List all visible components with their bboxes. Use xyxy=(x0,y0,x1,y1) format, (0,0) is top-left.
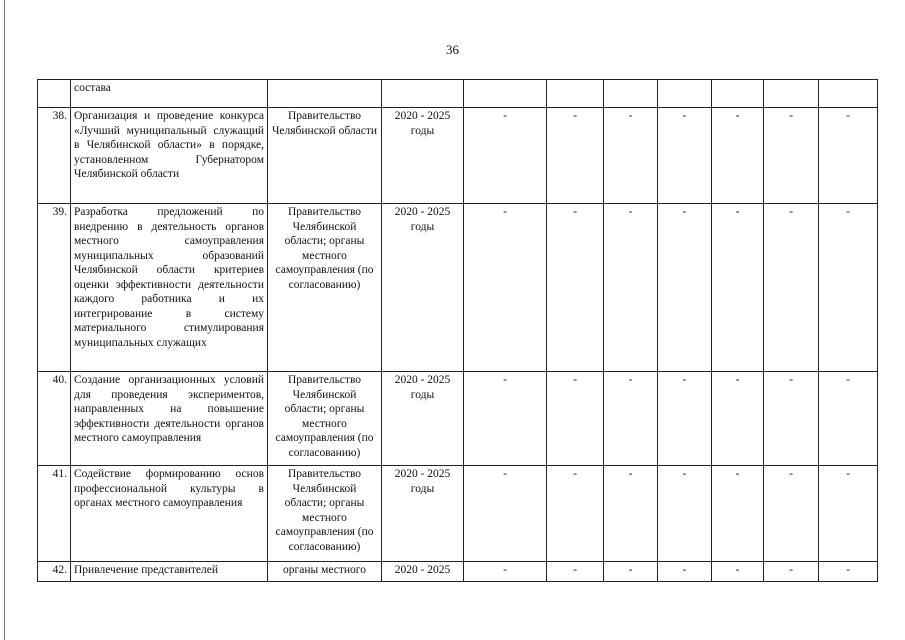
term: 2020 - 2025 годы xyxy=(382,466,464,562)
funding-value: - xyxy=(547,562,604,582)
table-row xyxy=(38,562,878,582)
funding-value: - xyxy=(604,466,658,562)
funding-value: - xyxy=(712,204,764,372)
funding-value xyxy=(658,80,712,108)
row-number: 41. xyxy=(38,466,71,562)
funding-value: - xyxy=(658,204,712,372)
funding-value: - xyxy=(764,562,819,582)
funding-value: - xyxy=(547,204,604,372)
funding-value xyxy=(764,80,819,108)
funding-value: - xyxy=(764,372,819,466)
executor xyxy=(268,80,382,108)
funding-value: - xyxy=(604,372,658,466)
table-row xyxy=(38,108,878,204)
event-description: Создание организационных условий для проведения экспериментов, направленных на повышение эффективности деятельности органов местного самоуправления xyxy=(71,372,268,466)
funding-value: - xyxy=(658,562,712,582)
funding-value: - xyxy=(464,466,547,562)
funding-value xyxy=(712,80,764,108)
funding-value: - xyxy=(712,562,764,582)
funding-value: - xyxy=(547,466,604,562)
funding-value: - xyxy=(764,204,819,372)
table-row xyxy=(38,204,878,372)
term: 2020 - 2025 xyxy=(382,562,464,582)
funding-value: - xyxy=(547,108,604,204)
event-description: Разработка предложений по внедрению в деятельность органов местного самоуправления муниципальных образований Челябинской области критериев оценки эффективности деятельности каждого работника и их интегрирование в систему материального стимулирования муниципальных служащих xyxy=(71,204,268,372)
table-row xyxy=(38,80,878,108)
funding-value xyxy=(464,80,547,108)
funding-value: - xyxy=(464,372,547,466)
activities-table xyxy=(37,79,878,582)
funding-value: - xyxy=(764,466,819,562)
executor: Правительство Челябинской области xyxy=(268,108,382,204)
funding-value: - xyxy=(764,108,819,204)
event-description: состава xyxy=(71,80,268,108)
term xyxy=(382,80,464,108)
funding-value: - xyxy=(658,466,712,562)
funding-value xyxy=(604,80,658,108)
funding-value: - xyxy=(464,204,547,372)
funding-value: - xyxy=(819,108,878,204)
funding-value: - xyxy=(819,372,878,466)
funding-value: - xyxy=(819,466,878,562)
funding-value: - xyxy=(604,204,658,372)
event-description: Содействие формированию основ профессиональной культуры в органах местного самоуправления xyxy=(71,466,268,562)
funding-value: - xyxy=(464,562,547,582)
row-number: 39. xyxy=(38,204,71,372)
page-number: 36 xyxy=(446,42,459,57)
row-number: 40. xyxy=(38,372,71,466)
table-row xyxy=(38,372,878,466)
event-description: Привлечение представителей xyxy=(71,562,268,582)
funding-value: - xyxy=(658,108,712,204)
term: 2020 - 2025 годы xyxy=(382,372,464,466)
page-edge-line xyxy=(4,0,5,640)
funding-value: - xyxy=(712,372,764,466)
funding-value xyxy=(819,80,878,108)
funding-value: - xyxy=(604,108,658,204)
funding-value: - xyxy=(604,562,658,582)
term: 2020 - 2025 годы xyxy=(382,204,464,372)
row-number: 38. xyxy=(38,108,71,204)
funding-value: - xyxy=(547,372,604,466)
term: 2020 - 2025 годы xyxy=(382,108,464,204)
executor: органы местного xyxy=(268,562,382,582)
executor: Правительство Челябинской области; органы местного самоуправления (по согласованию) xyxy=(268,204,382,372)
funding-value: - xyxy=(464,108,547,204)
funding-value: - xyxy=(712,466,764,562)
executor: Правительство Челябинской области; органы местного самоуправления (по согласованию) xyxy=(268,466,382,562)
funding-value: - xyxy=(819,562,878,582)
funding-value: - xyxy=(819,204,878,372)
row-number: 42. xyxy=(38,562,71,582)
row-number xyxy=(38,80,71,108)
funding-value xyxy=(547,80,604,108)
executor: Правительство Челябинской области; органы местного самоуправления (по согласованию) xyxy=(268,372,382,466)
funding-value: - xyxy=(712,108,764,204)
funding-value: - xyxy=(658,372,712,466)
table-row xyxy=(38,466,878,562)
event-description: Организация и проведение конкурса «Лучший муниципальный служащий в Челябинской области» в порядке, установленном Губернатором Челябинской области xyxy=(71,108,268,204)
